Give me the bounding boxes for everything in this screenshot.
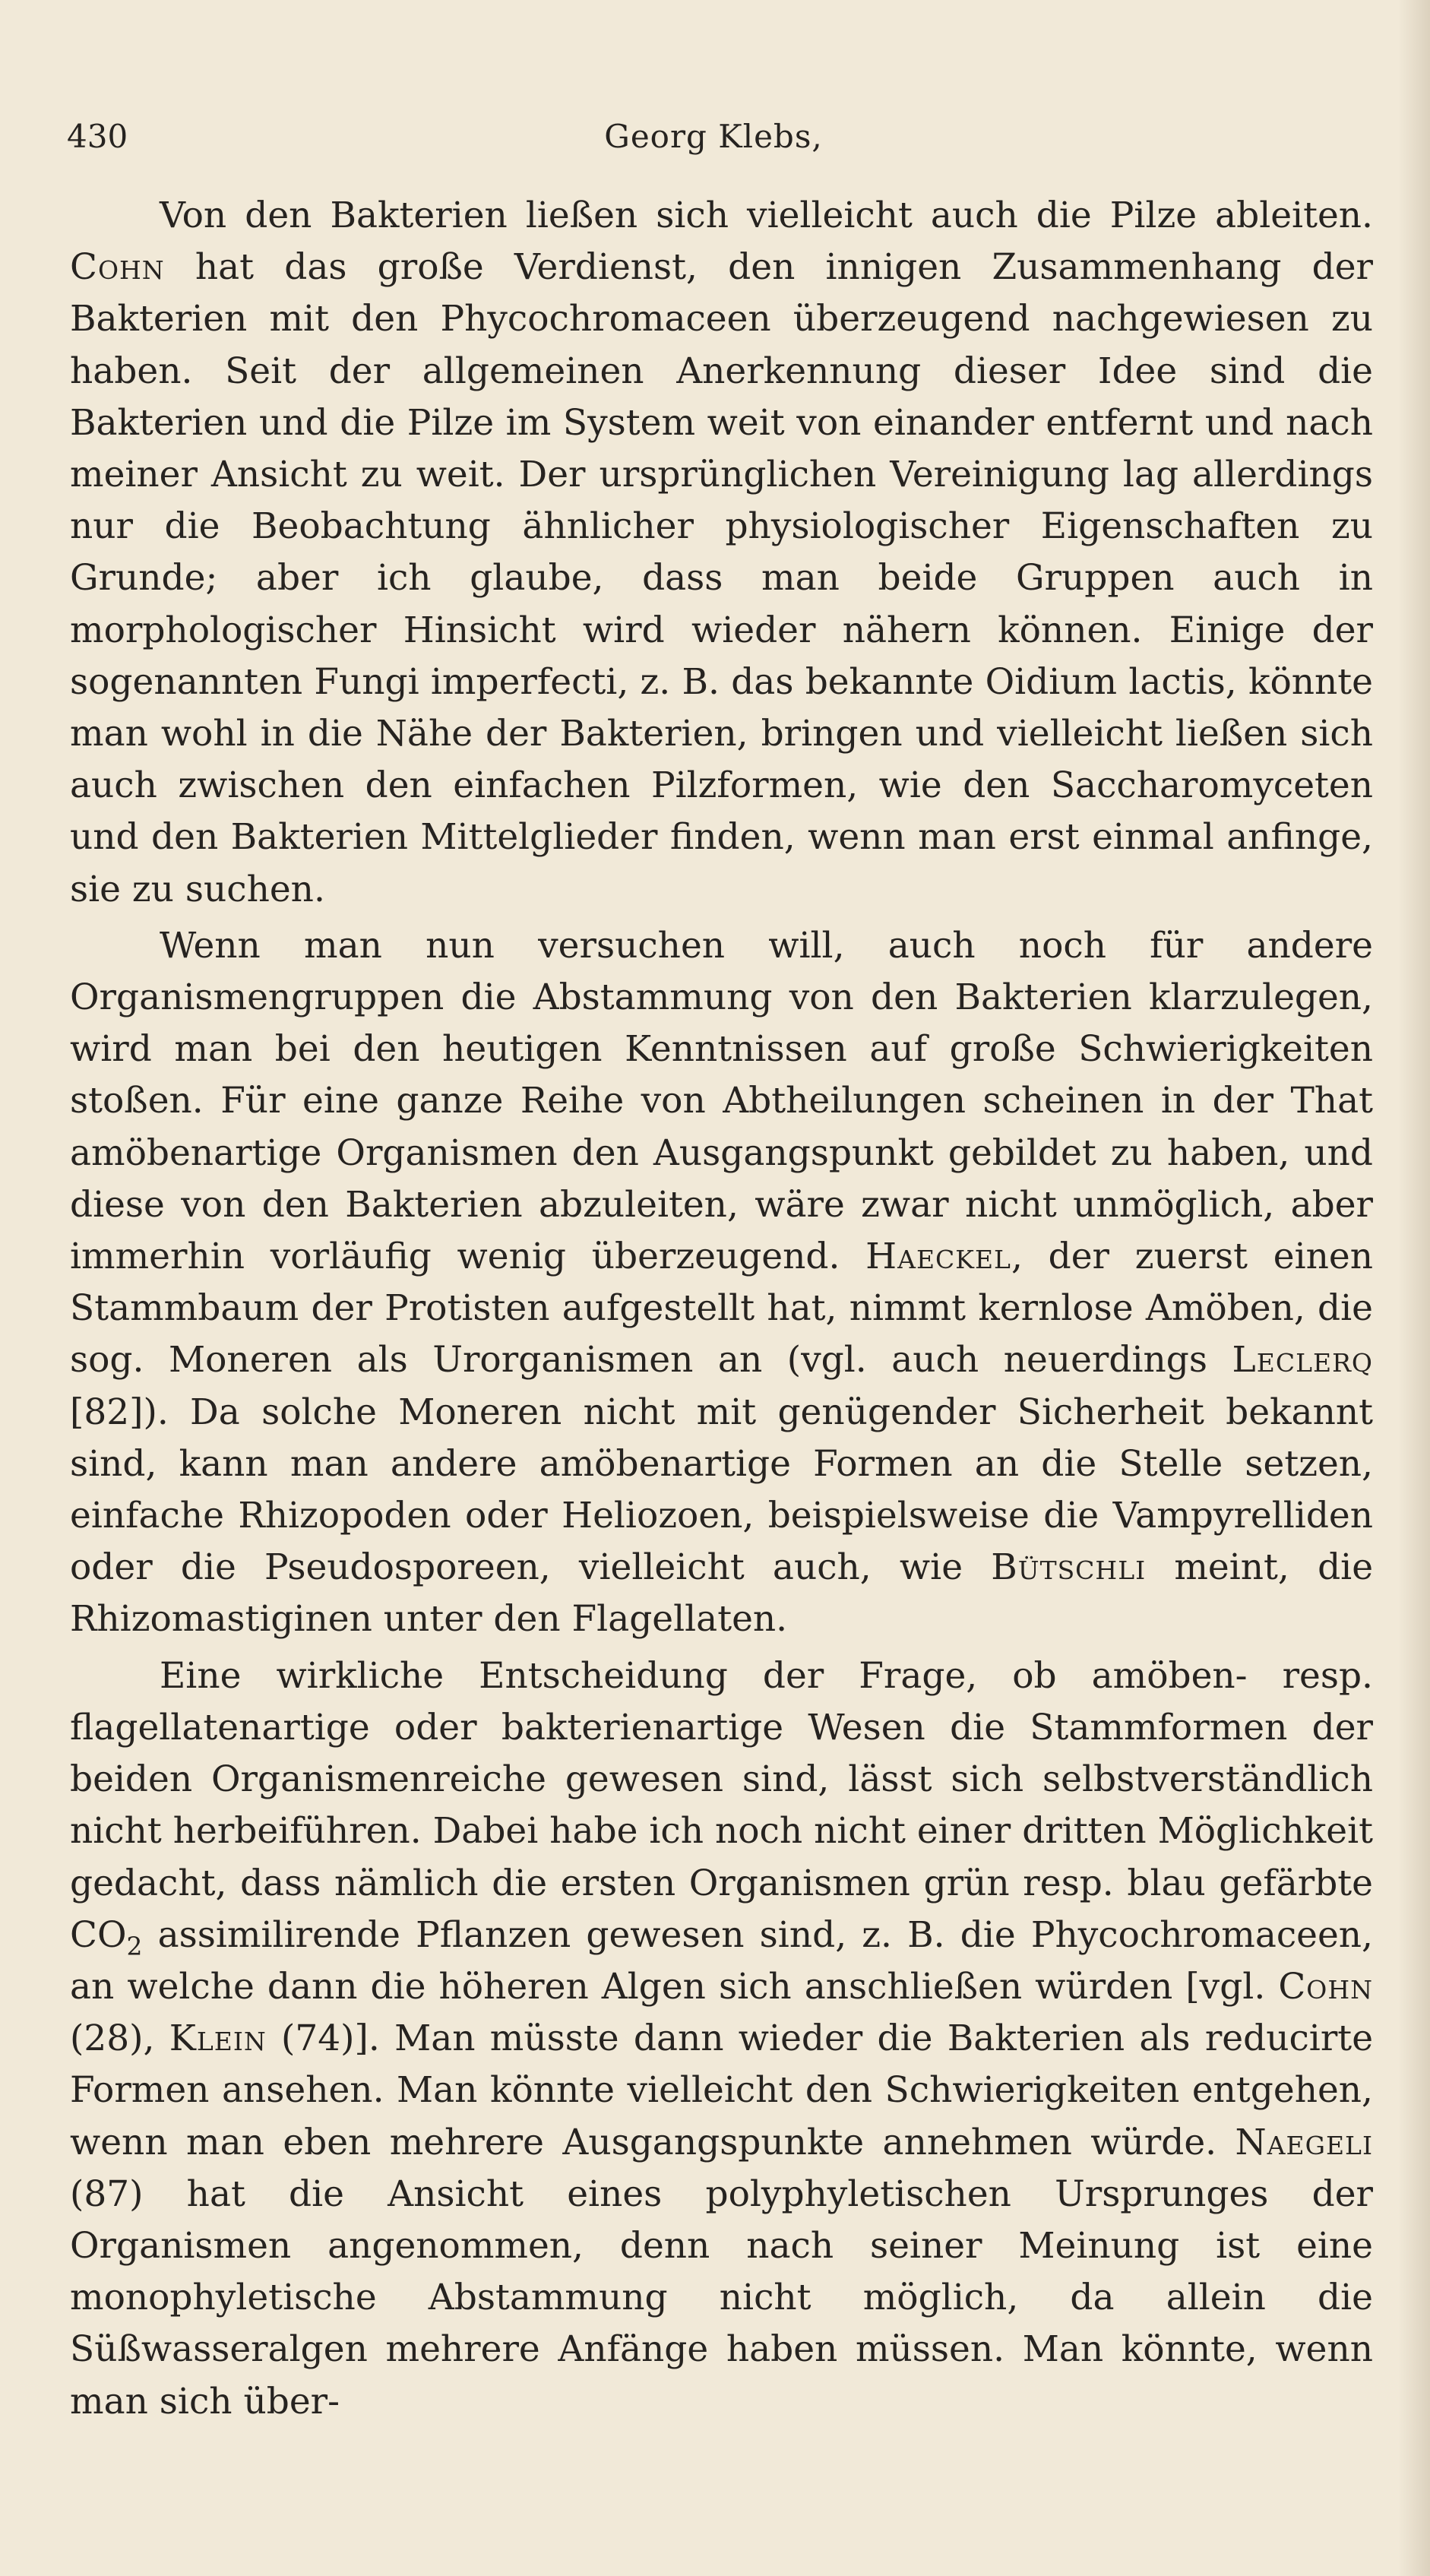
author-name: Leclerq <box>1232 1339 1373 1381</box>
author-name: Haeckel <box>865 1236 1011 1278</box>
page-header <box>67 114 1360 160</box>
paragraph-3 <box>70 1650 1373 2428</box>
text-segment: assimilirende Pflanzen gewesen sind, z. B. die Phycochromaceen, an welche dann die höheren Algen sich anschließen würden [vgl. <box>70 1913 1373 2008</box>
body-text <box>70 190 1373 2428</box>
paragraph-1 <box>70 190 1373 916</box>
paragraph-2 <box>70 920 1373 1646</box>
text-segment: hat das große Verdienst, den innigen Zusammenhang der Bakterien mit den Phycochromaceen überzeugend nachgewiesen zu haben. Seit der allgemeinen Anerkennung dieser Idee sind die Bakterien und die Pilze im System weit von einander entfernt und nach meiner Ansicht zu weit. Der ursprünglichen Vereinigung lag allerdings nur die Beobachtung ähnlicher physiologischer Eigenschaften zu Grunde; aber ich glaube, dass man beide Gruppen auch in morphologischer Hinsicht wird wieder nähern können. Einige der sogenannten Fungi imperfecti, z. B. das bekannte Oidium lactis, könnte man wohl in die Nähe der Bakterien, bringen und vielleicht ließen sich auch zwischen den einfachen Pilzformen, wie den Saccharomyceten und den Bakterien Mittelglieder finden, wenn man erst einmal anfinge, sie zu suchen. <box>70 246 1373 910</box>
author-name: Cohn <box>70 246 165 289</box>
text-segment: Von den Bakterien ließen sich vielleicht auch die Pilze ableiten. <box>160 195 1373 236</box>
page-number: 430 <box>67 118 128 155</box>
text-segment: Eine wirkliche Entscheidung der Frage, ob amöben- resp. flagellatenartige oder bakterienartige Wesen die Stammformen der beiden Organismenreiche gewesen sind, lässt sich selbstverständlich nicht herbeiführen. Dabei habe ich noch nicht einer dritten Möglichkeit gedacht, dass nämlich die ersten Organismen grün resp. blau gefärbte CO <box>70 1654 1373 1956</box>
text-segment: , der zuerst einen Stammbaum der Protisten aufgestellt hat, nimmt kernlose Amöben, die sog. Moneren als Urorganismen an (vgl. auch neuerdings <box>70 1236 1373 1381</box>
text-segment: (74)]. Man müsste dann wieder die Bakterien als reducirte Formen ansehen. Man könnte vielleicht den Schwierigkeiten entgehen, wenn man eben mehrere Ausgangspunkte annehmen würde. <box>70 2017 1374 2163</box>
text-segment: Wenn man nun versuchen will, auch noch für andere Organismengruppen die Abstammung von den Bakterien klarzulegen, wird man bei den heutigen Kenntnissen auf große Schwierigkeiten stoßen. Für eine ganze Reihe von Abtheilungen scheinen in der That amöbenartige Organismen den Ausgangspunkt gebildet zu haben, und diese von den Bakterien abzuleiten, wäre zwar nicht unmöglich, aber immerhin vorläufig wenig überzeugend. <box>70 924 1373 1278</box>
subscript: 2 <box>126 1931 143 1961</box>
author-name: Naegeli <box>1235 2121 1373 2163</box>
running-head: Georg Klebs, <box>604 118 823 155</box>
author-name: Bütschli <box>991 1546 1147 1589</box>
text-segment: meint, die Rhizomastiginen unter den Flagellaten. <box>70 1546 1374 1641</box>
text-segment: (28), <box>70 2017 169 2060</box>
text-segment: [82]). Da solche Moneren nicht mit genügender Sicherheit bekannt sind, kann man andere amöbenartige Formen an die Stelle setzen, einfache Rhizopoden oder Heliozoen, beispielsweise die Vampyrelliden oder die Pseudosporeen, vielleicht auch, wie <box>70 1391 1373 1589</box>
author-name: Cohn <box>1278 1965 1373 2008</box>
text-segment: (87) hat die Ansicht eines polyphyletischen Ursprunges der Organismen angenommen, denn nach seiner Meinung ist eine monophyletische Abstammung nicht möglich, da allein die Süßwasseralgen mehrere Anfänge haben müssen. Man könnte, wenn man sich über- <box>70 2173 1373 2423</box>
author-name: Klein <box>169 2017 267 2060</box>
page-edge-shadow <box>1398 0 1430 2576</box>
